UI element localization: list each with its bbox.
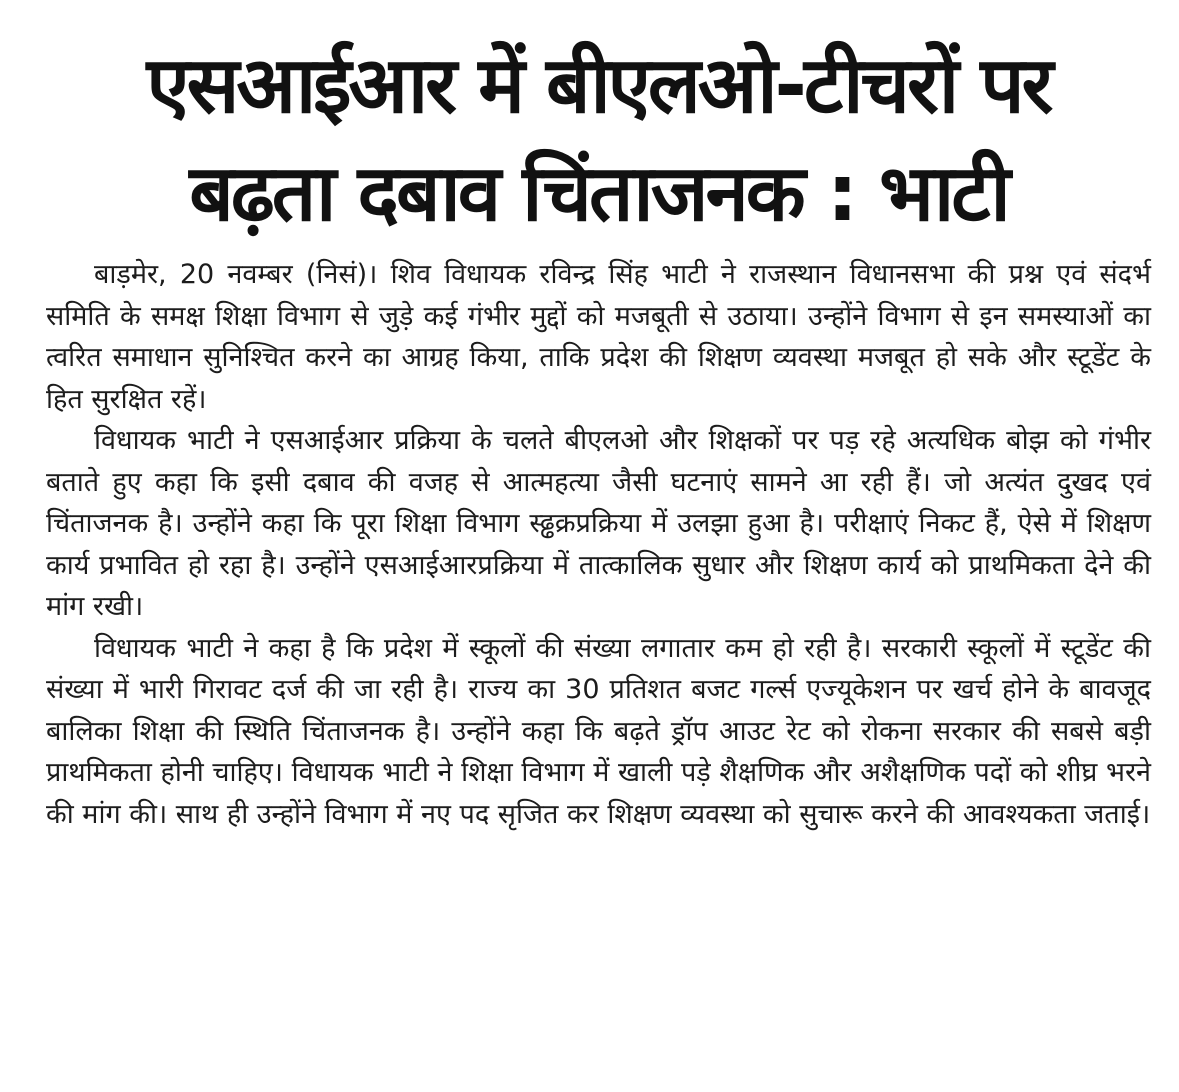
article-paragraph-3: विधायक भाटी ने कहा है कि प्रदेश में स्कूलों की संख्या लगातार कम हो रही है। सरकारी स्कूलों में स्टूडेंट की संख्या में भारी गिरावट दर्ज की जा रही है। राज्य का 30 प्रतिशत बजट गर्ल्स एज्यूकेशन पर खर्च होने के बावजूद बालिका शिक्षा की स्थिति चिंताजनक है। उन्होंने कहा कि बढ़ते ड्रॉप आउट रेट को रोकना सरकार की सबसे बड़ी प्राथमिकता होनी चाहिए। विधायक भाटी ने शिक्षा विभाग में खाली पड़े शैक्षणिक और अशैक्षणिक पदों को शीघ्र भरने की मांग की। साथ ही उन्होंने विभाग में नए पद सृजित कर शिक्षण व्यवस्था को सुचारू करने की आवश्यकता जताई।	[46, 632, 1151, 830]
headline-line-2: बढ़ता दबाव चिंताजनक : भाटी	[189, 149, 1008, 239]
headline-line-1: एसआईआर में बीएलओ-टीचरों पर	[146, 41, 1051, 131]
article-body	[46, 254, 1151, 835]
headline	[46, 32, 1151, 248]
article-paragraph-1: बाड़मेर, 20 नवम्बर (निसं)। शिव विधायक रविन्द्र सिंह भाटी ने राजस्थान विधानसभा की प्रश्न एवं संदर्भ समिति के समक्ष शिक्षा विभाग से जुड़े कई गंभीर मुद्दों को मजबूती से उठाया। उन्होंने विभाग से इन समस्याओं का त्वरित समाधान सुनिश्चित करने का आग्रह किया, ताकि प्रदेश की शिक्षण व्यवस्था मजबूत हो सके और स्टूडेंट के हित सुरक्षित रहें।	[46, 259, 1151, 415]
article-paragraph-2: विधायक भाटी ने एसआईआर प्रक्रिया के चलते बीएलओ और शिक्षकों पर पड़ रहे अत्यधिक बोझ को गंभीर बताते हुए कहा कि इसी दबाव की वजह से आत्महत्या जैसी घटनाएं सामने आ रही हैं। जो अत्यंत दुखद एवं चिंताजनक है। उन्होंने कहा कि पूरा शिक्षा विभाग स्ढ्ढक्रप्रक्रिया में उलझा हुआ है। परीक्षाएं निकट हैं, ऐसे में शिक्षण कार्य प्रभावित हो रहा है। उन्होंने एसआईआरप्रक्रिया में तात्कालिक सुधार और शिक्षण कार्य को प्राथमिकता देने की मांग रखी।	[46, 425, 1151, 622]
